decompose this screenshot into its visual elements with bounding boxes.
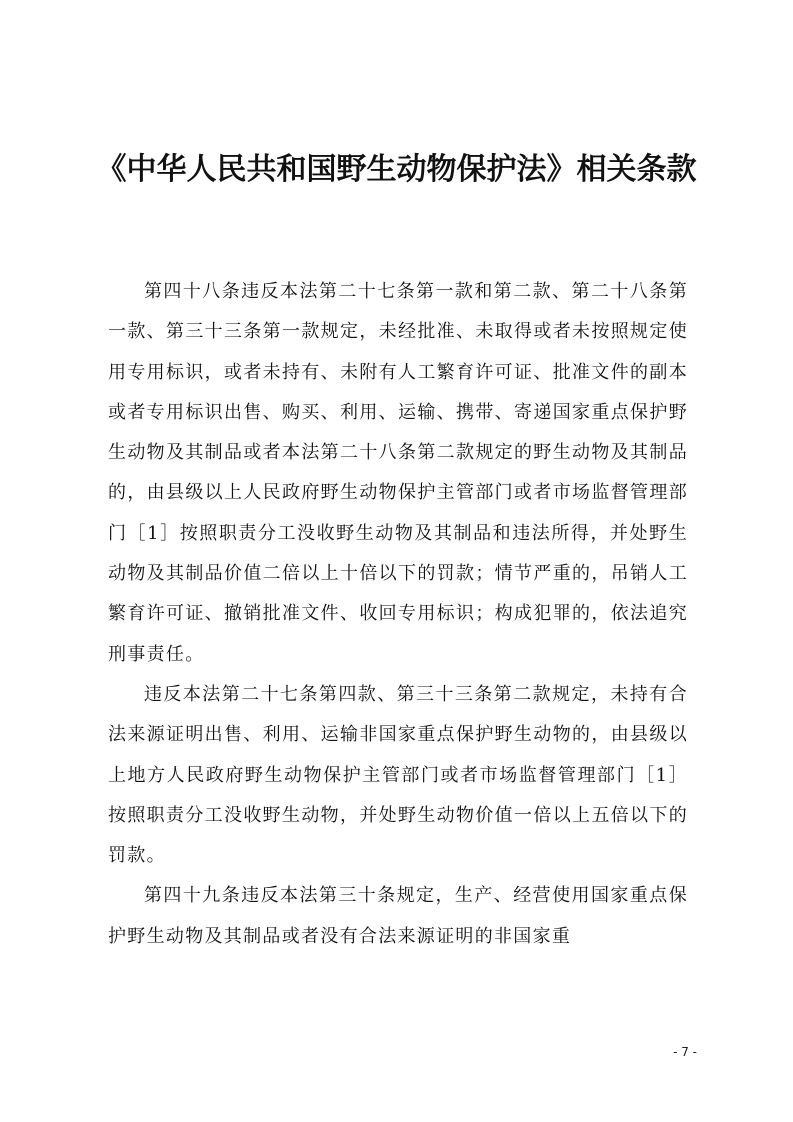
- paragraph-article-48-second: 违反本法第二十七条第四款、第三十三条第二款规定，未持有合法来源证明出售、利用、运输非国家重点保护野生动物的，由县级以上地方人民政府野生动物保护主管部门或者市场监督管理部门［1］按照职责分工没收野生动物，并处野生动物价值一倍以上五倍以下的罚款。: [108, 683, 688, 867]
- page-number: - 7 -: [673, 1045, 697, 1059]
- paragraph-article-48: 第四十八条违反本法第二十七条第一款和第二款、第二十八条第一款、第三十三条第一款规定，未经批准、未取得或者未按照规定使用专用标识，或者未持有、未附有人工繁育许可证、批准文件的副本或者专用标识出售、购买、利用、运输、携带、寄递国家重点保护野生动物及其制品或者本法第二十八条第二款规定的野生动物及其制品的，由县级以上人民政府野生动物保护主管部门或者市场监督管理部门［1］按照职责分工没收野生动物及其制品和违法所得，并处野生动物及其制品价值二倍以上十倍以下的罚款；情节严重的，吊销人工繁育许可证、撤销批准文件、收回专用标识；构成犯罪的，依法追究刑事责任。: [108, 281, 688, 665]
- document-title: 《中华人民共和国野生动物保护法》相关条款: [96, 152, 697, 187]
- document-body: [108, 272, 688, 957]
- paragraph-article-49: 第四十九条违反本法第三十条规定，生产、经营使用国家重点保护野生动物及其制品或者没有合法来源证明的非国家重: [108, 885, 688, 947]
